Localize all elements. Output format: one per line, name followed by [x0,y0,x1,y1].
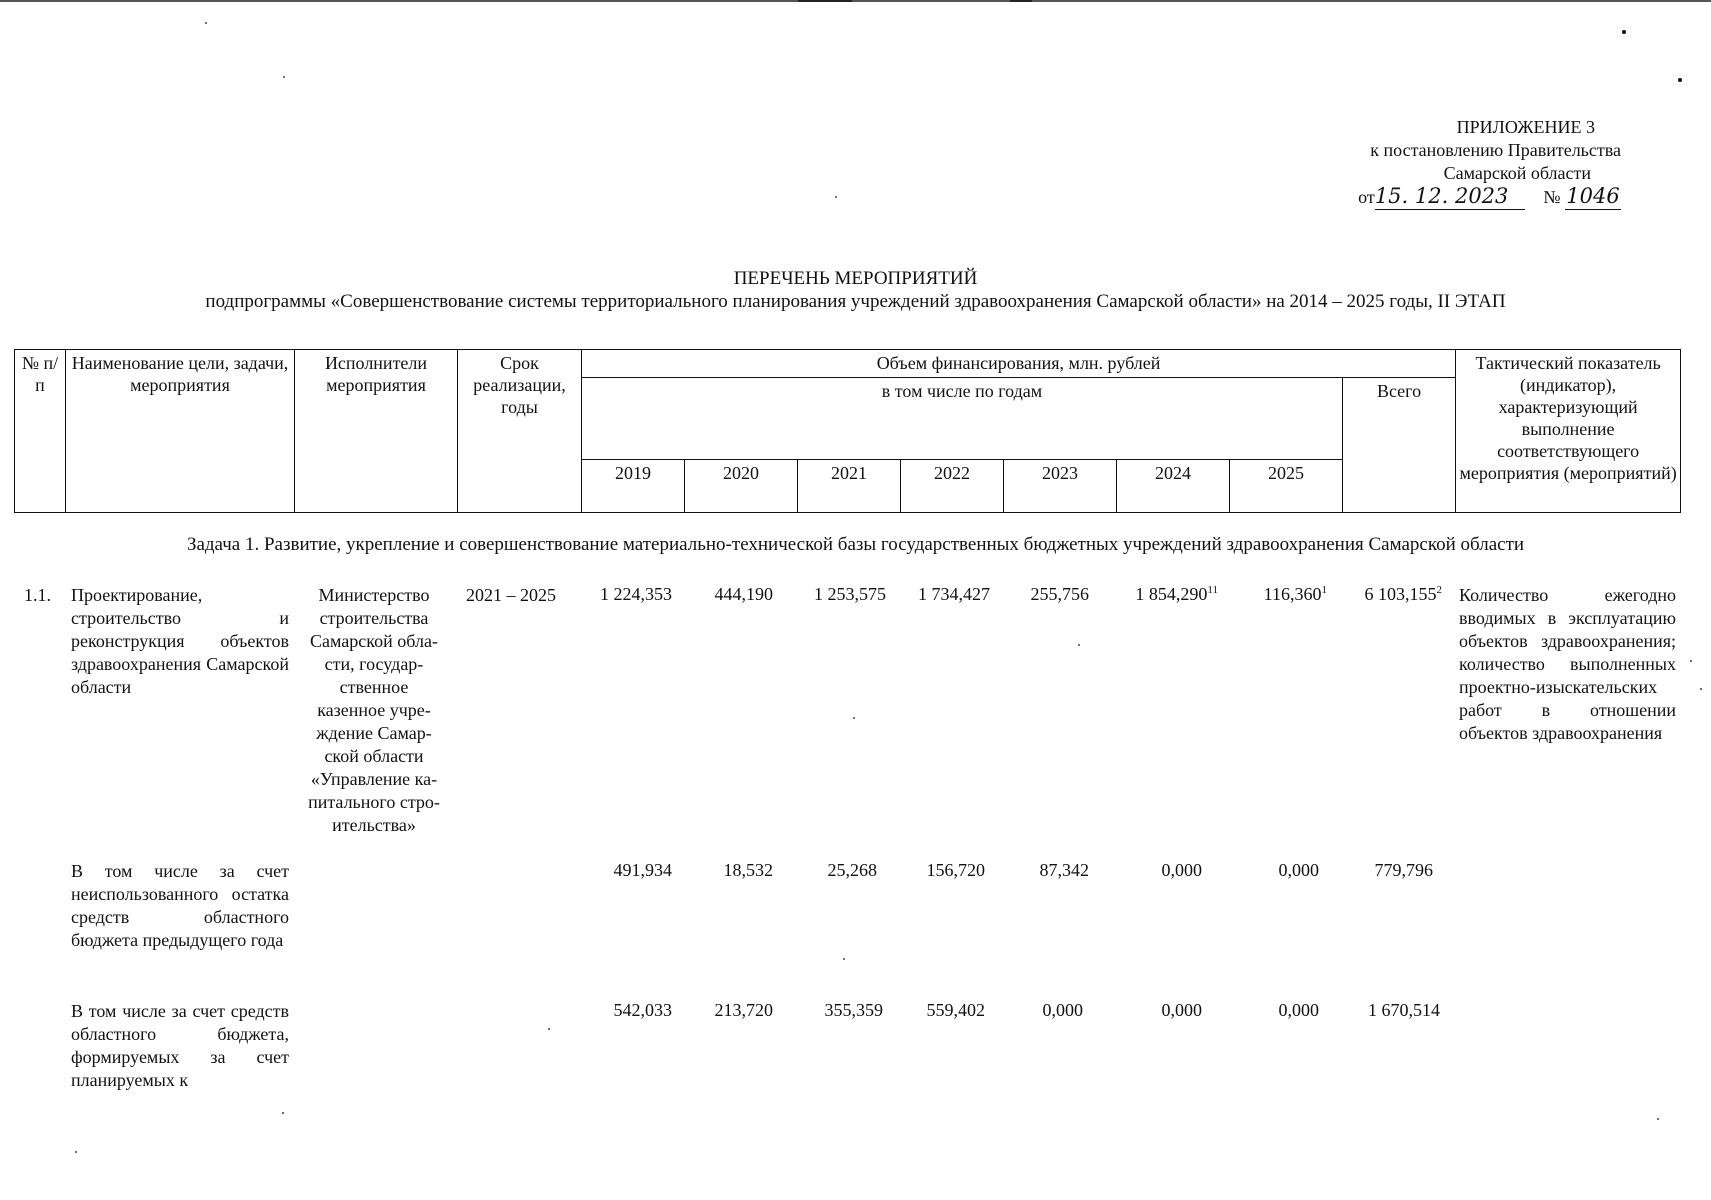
appendix-date-line [1358,185,1621,210]
header-year: 2023 [1004,460,1117,513]
value-2024: 0,000 [1161,860,1202,880]
header-executors: Исполнители мероприятия [295,350,458,513]
footnote-mark: 1 [1321,584,1327,596]
header-indicator: Тактический показатель (индикатор), характеризующий выполнение соответствующего мероприятия (мероприятий) [1456,350,1681,513]
header-year: 2019 [582,460,685,513]
footnote-mark: 2 [1436,584,1442,596]
executor-line: питального стро- [308,792,440,812]
number-handwritten: 1046 [1566,184,1620,208]
value-2025-number: 116,360 [1263,584,1322,604]
executor-line: Министерство [318,585,430,605]
row-name: Проектирование, строительство и реконструкция объектов здравоохранения Самарской области [71,585,289,697]
value-2024 [1135,584,1218,605]
executor-line: сти, государ- [324,654,424,674]
value-total: 779,796 [1374,860,1433,880]
document-title: ПЕРЕЧЕНЬ МЕРОПРИЯТИЙ [733,268,978,289]
row-name: В том числе за счет средств областного бюджета, формируемых за счет планируемых к [71,1001,289,1090]
value-2023: 255,756 [1030,584,1089,604]
value-2025: 0,000 [1278,860,1319,880]
header-total: Всего [1343,378,1456,513]
scan-speck [282,1112,284,1114]
header-period: Срок реализации, годы [458,350,582,513]
value-2022: 156,720 [926,860,985,880]
value-2019: 491,934 [613,860,672,880]
header-year: 2022 [901,460,1004,513]
executor-line: Самарской обла- [310,631,438,651]
value-2023: 0,000 [1042,1000,1083,1020]
scan-speck [283,76,285,78]
scan-mark [798,0,852,2]
scan-speck [75,1151,77,1153]
appendix-title: ПРИЛОЖЕНИЕ 3 [1456,117,1595,137]
scan-speck [1657,1118,1659,1120]
value-total-number: 6 103,155 [1364,584,1437,604]
value-total [1365,584,1443,605]
header-year: 2024 [1117,460,1230,513]
row-executors [290,584,458,837]
table-header [14,349,1681,513]
value-2022: 1 734,427 [918,584,990,604]
executor-line: ждение Самар- [316,723,432,743]
value-2020: 213,720 [714,1000,773,1020]
appendix-region-line: Самарской области [1443,163,1591,183]
executor-line: строительства [319,608,429,628]
header-num: № п/п [15,350,66,513]
value-2020: 18,532 [723,860,773,880]
scan-edge-top [0,0,1711,2]
scan-speck [843,958,845,960]
scan-speck [548,1028,550,1030]
scan-speck [853,717,855,719]
value-2024: 0,000 [1161,1000,1202,1020]
document-subtitle: подпрограммы «Совершенствование системы территориального планирования учреждений здравоохранения Самарской области» на 2014 – 2025 годы, II ЭТАП [205,291,1506,312]
value-2019: 542,033 [613,1000,672,1020]
scan-speck [205,22,207,24]
footnote-mark: 11 [1207,584,1218,596]
executor-line: ственное [339,677,409,697]
value-2021: 25,268 [827,860,877,880]
scan-speck [1700,688,1702,690]
header-year: 2025 [1230,460,1343,513]
scan-speck [1622,30,1626,34]
value-2024-number: 1 854,290 [1135,584,1208,604]
value-2023: 87,342 [1039,860,1089,880]
header-funding: Объем финансирования, млн. рублей [582,350,1456,378]
value-2021: 355,359 [824,1000,883,1020]
date-prefix: от [1358,187,1375,207]
appendix-decree-line: к постановлению Правительства [1370,140,1621,160]
row-period: 2021 – 2025 [466,585,556,605]
scan-speck [1690,660,1692,662]
executor-line: ской области [324,746,424,766]
scan-mark [1010,0,1032,2]
header-year: 2021 [798,460,901,513]
row-name: В том числе за счет неиспользованного остатка средств областного бюджета предыдущего года [71,861,289,950]
value-2025: 0,000 [1278,1000,1319,1020]
task-heading: Задача 1. Развитие, укрепление и совершенствование материально-технической базы государственных бюджетных учреждений здравоохранения Самарской области [186,534,1525,555]
number-prefix: № [1543,187,1561,207]
value-total: 1 670,514 [1368,1000,1440,1020]
row-number: 1.1. [24,585,51,605]
value-2025 [1264,584,1327,605]
header-name: Наименование цели, задачи, мероприятия [66,350,295,513]
appendix-block [1358,116,1621,210]
value-2021: 1 253,575 [814,584,886,604]
executor-line: «Управление ка- [310,769,438,789]
scan-speck [1678,78,1682,82]
executor-line: казенное учре- [317,700,431,720]
scan-speck [835,196,837,198]
date-handwritten: 15. 12. 2023 [1374,184,1509,208]
scan-speck [1078,644,1080,646]
row-indicator: Количество ежегодно вводимых в эксплуатацию объектов здравоохранения; количество выполненных проектно-изыскательских работ в отношении объектов здравоохранения [1459,585,1676,743]
executor-line: ительства» [332,815,416,835]
value-2020: 444,190 [714,584,773,604]
value-2022: 559,402 [926,1000,985,1020]
value-2019: 1 224,353 [600,584,672,604]
header-by-years: в том числе по годам [582,378,1343,460]
header-year: 2020 [685,460,798,513]
